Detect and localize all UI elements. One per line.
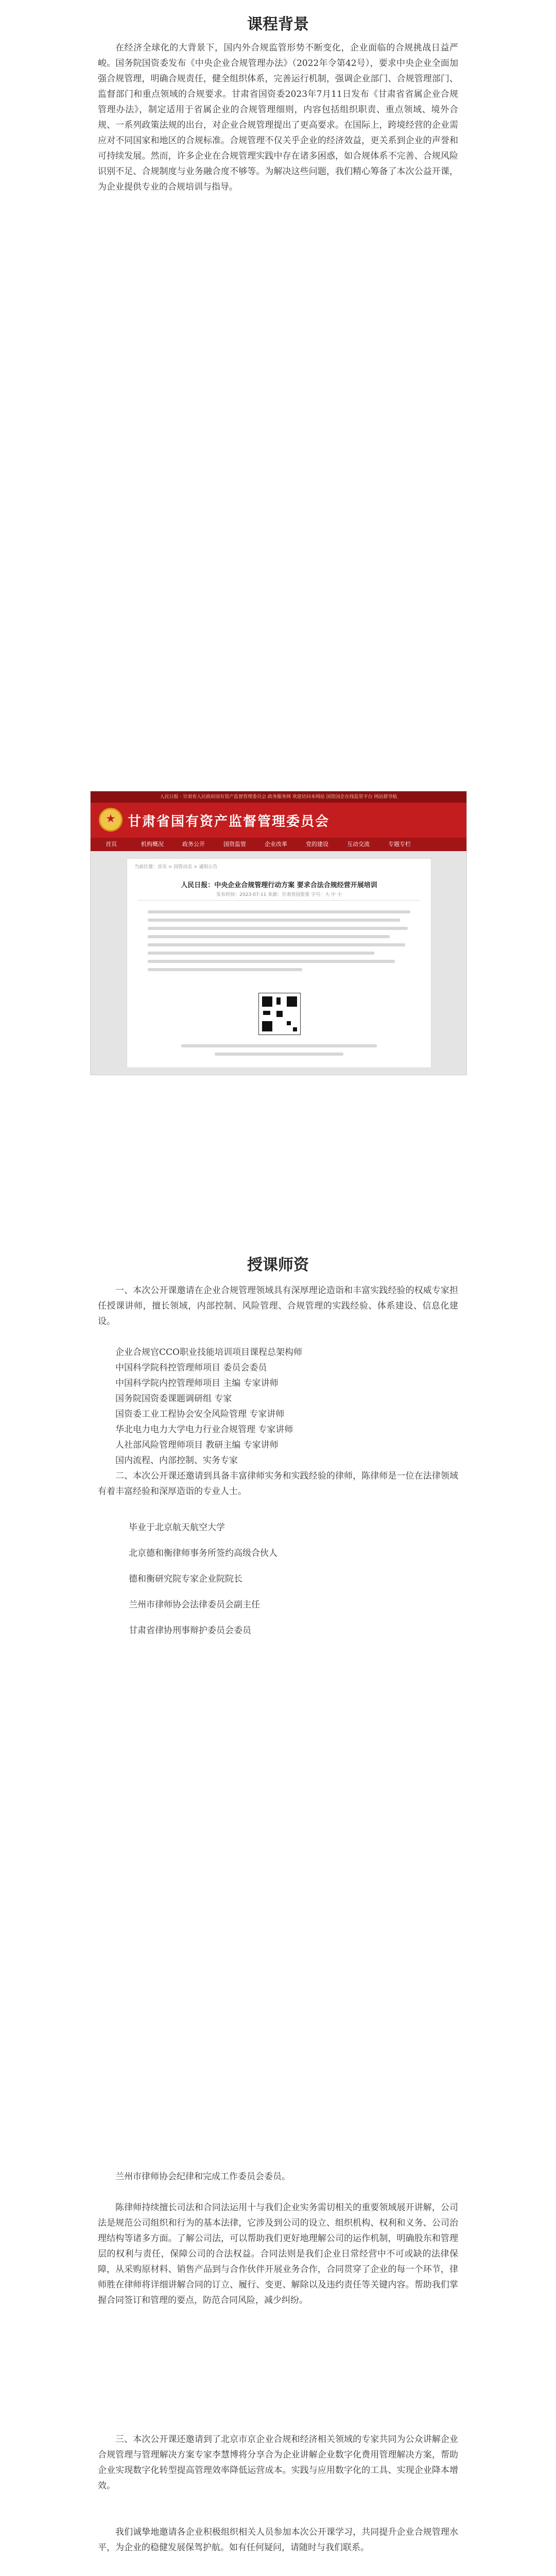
instructors-para-4: 三、本次公开课还邀请到了北京市京企业合规和经济相关领域的专家共同为公众讲解企业合规管理与管理解决方案专家李慧博将分享合为企业讲解企业数字化费用管理解决方案，帮助企业实现数字化转型提高管理效率降低运营成本。实践与应用数字化的工具、实现企业降本增效。 bbox=[98, 2434, 458, 2491]
article-text-line bbox=[148, 935, 390, 938]
article-text-line bbox=[215, 1053, 343, 1056]
nav-item[interactable]: 首页 bbox=[106, 841, 117, 848]
article-panel bbox=[127, 858, 431, 1068]
article-title: 人民日报：中央企业合规管理行动方案 要求合法合规经营开展培训 bbox=[181, 882, 377, 889]
credential-item: 国务院国资委课题调研组 专家 bbox=[115, 1394, 232, 1404]
article-text-line bbox=[148, 943, 405, 946]
credential-item: 中国科学院科控管理师项目 委员会委员 bbox=[115, 1363, 267, 1373]
instructors-para-2: 二、本次公开课还邀请到具备丰富律师实务和实践经验的律师，陈律师是一位在法律领域有着丰富经验和深厚造诣的专业人士。 bbox=[98, 1471, 458, 1497]
nav-item[interactable]: 机构概况 bbox=[141, 841, 164, 848]
instructors-para-5: 我们诚挚地邀请各企业积极组织相关人员参加本次公开课学习，共同提升企业合规管理水平，为企业的稳健发展保驾护航。如有任何疑问，请随时与我们联系。 bbox=[98, 2527, 458, 2553]
site-header bbox=[91, 803, 466, 838]
instructors-title: 授课师资 bbox=[247, 1256, 309, 1274]
qr-code-icon bbox=[258, 993, 301, 1035]
article-text-line bbox=[148, 919, 400, 922]
course-background-paragraph: 在经济全球化的大背景下，国内外合规监管形势不断变化，企业面临的合规挑战日益严峻。国务院国资委发布《中央企业合规管理办法》（2022年令第42号），要求中央企业全面加强合规管理，明确合规责任，健全组织体系，完善运行机制，强调企业部门、合规管理部门、监督部门和重点领域的合规要求。甘肃省国资委2023年7月11日发布《甘肃省省属企业合规管理办法》，制定适用于省属企业的合规管理细则，内容包括组织职责、重点领域、境外合规、一系列政策法规的出台，对企业合规管理提出了更高要求。在国际上，跨境经营的企业需应对不同国家和地区的合规标准。合规管理不仅关乎企业的经济效益，更关系到企业的声誉和可持续发展。然而，许多企业在合规管理实践中存在诸多困惑，如合规体系不完善、合规风险识别不足、合规制度与业务融合度不够等。为解决这些问题，我们精心筹备了本次公益开课，为企业提供专业的合规培训与指导。 bbox=[98, 43, 458, 192]
credential-item: 国资委工业工程协会安全风险管理 专家讲师 bbox=[115, 1409, 285, 1419]
article-text-line bbox=[148, 910, 410, 913]
site-name: 甘肃省国有资产监督管理委员会 bbox=[128, 814, 330, 829]
credential-item: 华北电力电力大学电力行业合规管理 专家讲师 bbox=[115, 1425, 293, 1435]
lawyer-credential: 德和衡研究院专家企业院院长 bbox=[129, 1574, 242, 1584]
nav-item[interactable]: 国资监管 bbox=[223, 841, 246, 848]
divider bbox=[137, 900, 421, 901]
site-nav bbox=[91, 838, 466, 851]
instructors-para-1: 一、本次公开课邀请在企业合规管理领域具有深厚理论造诣和丰富实践经验的权威专家担任授课讲师，擅长领域，内部控制、风险管理、合规管理的实践经验、体系建设、信息化建设。 bbox=[98, 1285, 458, 1327]
credential-item: 中国科学院内控管理师项目 主编 专家讲师 bbox=[115, 1378, 279, 1388]
article-text-line bbox=[148, 927, 408, 930]
article-text-line bbox=[181, 1044, 377, 1047]
credential-item: 人社部风险管理师项目 教研主编 专家讲师 bbox=[115, 1440, 279, 1450]
nav-item[interactable]: 专题专栏 bbox=[388, 841, 411, 848]
credential-item: 企业合规官CCO职业技能培训项目课程总架构师 bbox=[115, 1347, 302, 1358]
national-emblem-icon: ★ bbox=[99, 808, 123, 832]
lawyer-credential: 兰州市律师协会法律委员会副主任 bbox=[129, 1600, 260, 1610]
nav-item[interactable]: 企业改革 bbox=[265, 841, 287, 848]
course-background-title: 课程背景 bbox=[247, 15, 309, 33]
article-text-line bbox=[148, 952, 374, 955]
lawyer-credential: 北京德和衡律师事务所签约高级合伙人 bbox=[129, 1548, 277, 1558]
nav-item[interactable]: 互动交流 bbox=[347, 841, 370, 848]
site-topbar: 人民日报 · 甘肃省人民政府国有资产监督管理委员会 政务服务网 欢迎访问本网站 国资国企在线监管平台 网站群导航 bbox=[91, 791, 466, 803]
article-text-line bbox=[148, 960, 395, 963]
nav-item[interactable]: 党的建设 bbox=[306, 841, 328, 848]
nav-item[interactable]: 政务公开 bbox=[182, 841, 205, 848]
sasac-website-screenshot bbox=[90, 791, 467, 1075]
lawyer-credential: 毕业于北京航天航空大学 bbox=[129, 1522, 225, 1533]
credential-item: 国内流程、内部控制、实务专家 bbox=[115, 1455, 238, 1466]
lawyer-commission-line: 兰州市律师协会纪律和完成工作委员会委员。 bbox=[115, 2172, 290, 2182]
lawyer-credential: 甘肃省律协刑事辩护委员会委员 bbox=[129, 1625, 251, 1636]
breadcrumb: 当前位置：首页 > 国资动态 > 通知公告 bbox=[134, 865, 218, 870]
article-text-line bbox=[148, 968, 302, 971]
instructors-para-3: 陈律师持续擅长司法和合同法运用十与我们企业实务需切相关的重要领域展开讲解，公司法是规范公司组织和行为的基本法律，它涉及到公司的设立、组织机构、权利和义务、公司治理结构等诸多方面。了解公司法，可以帮助我们更好地理解公司的运作机制，明确股东和管理层的权利与责任，保障公司的合法权益。合同法则是我们企业日常经营中不可或缺的法律保障，从采购原材料、销售产品到与合作伙伴开展业务合作，合同贯穿了企业的每一个环节，律师胜在律师将详细讲解合同的订立、履行、变更、解除以及违约责任等关键内容。帮助我们掌握合同签订和管理的要点，防范合同风险，减少纠纷。 bbox=[98, 2202, 458, 2306]
article-meta: 发布时间：2023-07-11 来源：甘肃省国资委 字号：大 中 小 bbox=[216, 892, 342, 897]
